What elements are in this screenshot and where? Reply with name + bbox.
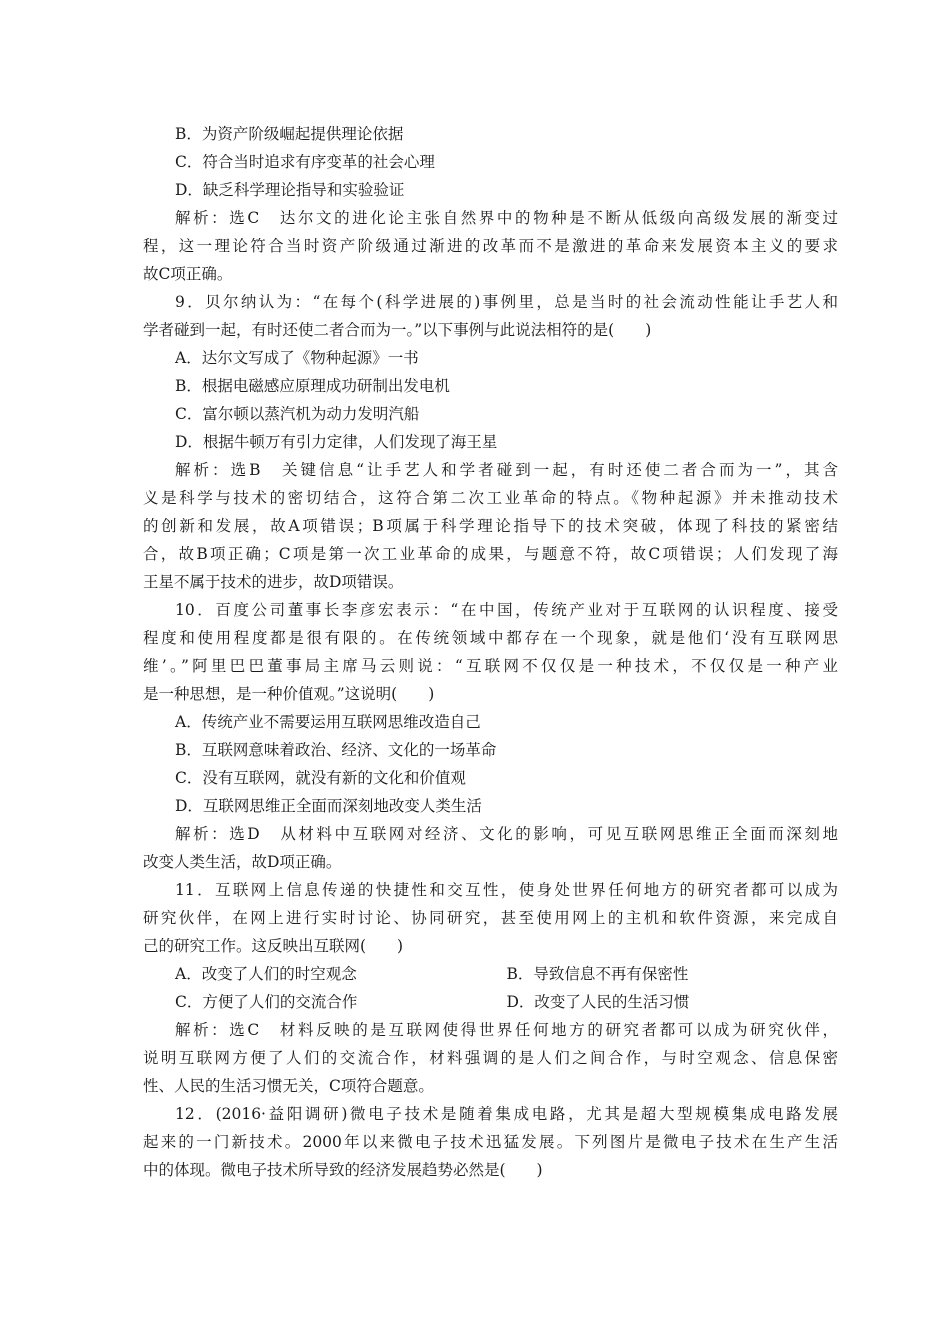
- q9-stem-line: 学者碰到一起，有时还使二者合而为一。”以下事例与此说法相符的是( ): [143, 321, 652, 339]
- q8-option-d: D．缺乏科学理论指导和实验验证: [175, 181, 405, 199]
- q9-analysis-line: 合，故B项正确；C项是第一次工业革命的成果，与题意不符，故C项错误；人们发现了海: [143, 545, 838, 563]
- q10-option-c: C．没有互联网，就没有新的文化和价值观: [175, 769, 466, 787]
- q10-stem-line: 维’。”阿里巴巴董事局主席马云则说：“互联网不仅仅是一种技术，不仅仅是一种产业: [143, 657, 838, 675]
- q9-option-b: B．根据电磁感应原理成功研制出发电机: [175, 377, 450, 395]
- q11-analysis-line: 性、人民的生活习惯无关，C项符合题意。: [143, 1077, 434, 1095]
- q8-option-b: B．为资产阶级崛起提供理论依据: [175, 125, 404, 143]
- q10-analysis-line: 解析：选D 从材料中互联网对经济、文化的影响，可见互联网思维正全面而深刻地: [175, 825, 838, 843]
- q8-analysis-line: 解析：选C 达尔文的进化论主张自然界中的物种是不断从低级向高级发展的渐变过: [175, 209, 838, 227]
- q10-option-d: D．互联网思维正全面而深刻地改变人类生活: [175, 797, 482, 815]
- q9-analysis-line: 王星不属于技术的进步，故D项错误。: [143, 573, 404, 591]
- q12-stem-line: 12．(2016·益阳调研)微电子技术是随着集成电路，尤其是超大型规模集成电路发展: [175, 1105, 838, 1123]
- q12-stem-line: 中的体现。微电子技术所导致的经济发展趋势必然是( ): [143, 1161, 543, 1179]
- q9-option-c: C．富尔顿以蒸汽机为动力发明汽船: [175, 405, 420, 423]
- q8-analysis-line: 程，这一理论符合当时资产阶级通过渐进的改革而不是激进的革命来发展资本主义的要求: [143, 237, 838, 255]
- q10-analysis-line: 改变人类生活，故D项正确。: [143, 853, 342, 871]
- q10-stem-line: 程度和使用程度都是很有限的。在传统领域中都存在一个现象，就是他们‘没有互联网思: [143, 629, 838, 647]
- q8-option-c: C．符合当时追求有序变革的社会心理: [175, 153, 435, 171]
- q11-stem-line: 研究伙伴，在网上进行实时讨论、协同研究，甚至使用网上的主机和软件资源，来完成自: [143, 909, 838, 927]
- q11-options-row: [143, 988, 838, 1016]
- q9-analysis-line: 解析：选B 关键信息“让手艺人和学者碰到一起，有时还使二者合而为一”，其含: [175, 461, 838, 479]
- q10-option-a: A．传统产业不需要运用互联网思维改造自己: [175, 713, 481, 731]
- q9-analysis-line: 义是科学与技术的密切结合，这符合第二次工业革命的特点。《物种起源》并未推动技术: [143, 489, 838, 507]
- q10-stem-line: 10．百度公司董事长李彦宏表示：“在中国，传统产业对于互联网的认识程度、接受: [175, 601, 838, 619]
- q11-option-b: B．导致信息不再有保密性: [506, 965, 689, 983]
- q11-option-d: D．改变了人民的生活习惯: [506, 993, 690, 1011]
- q9-option-d: D．根据牛顿万有引力定律，人们发现了海王星: [175, 433, 498, 451]
- q11-option-a: A．改变了人们的时空观念: [175, 965, 357, 983]
- q9-option-a: A．达尔文写成了《物种起源》一书: [175, 349, 419, 367]
- q10-option-b: B．互联网意味着政治、经济、文化的一场革命: [175, 741, 497, 759]
- q11-analysis-line: 说明互联网方便了人们的交流合作，材料强调的是人们之间合作，与时空观念、信息保密: [143, 1049, 838, 1067]
- q8-analysis-line: 故C项正确。: [143, 265, 233, 283]
- q11-stem-line: 己的研究工作。这反映出互联网( ): [143, 937, 404, 955]
- q11-option-c: C．方便了人们的交流合作: [175, 993, 358, 1011]
- q10-stem-line: 是一种思想，是一种价值观。”这说明( ): [143, 685, 435, 703]
- q12-stem-line: 起来的一门新技术。2000年以来微电子技术迅猛发展。下列图片是微电子技术在生产生活: [143, 1133, 838, 1151]
- q11-stem-line: 11．互联网上信息传递的快捷性和交互性，使身处世界任何地方的研究者都可以成为: [175, 881, 838, 899]
- q11-analysis-line: 解析：选C 材料反映的是互联网使得世界任何地方的研究者都可以成为研究伙伴，: [175, 1021, 838, 1039]
- q9-analysis-line: 的创新和发展，故A项错误；B项属于科学理论指导下的技术突破，体现了科技的紧密结: [143, 517, 838, 535]
- q11-options-row: [143, 960, 838, 988]
- q9-stem-line: 9．贝尔纳认为：“在每个(科学进展的)事例里，总是当时的社会流动性能让手艺人和: [175, 293, 838, 311]
